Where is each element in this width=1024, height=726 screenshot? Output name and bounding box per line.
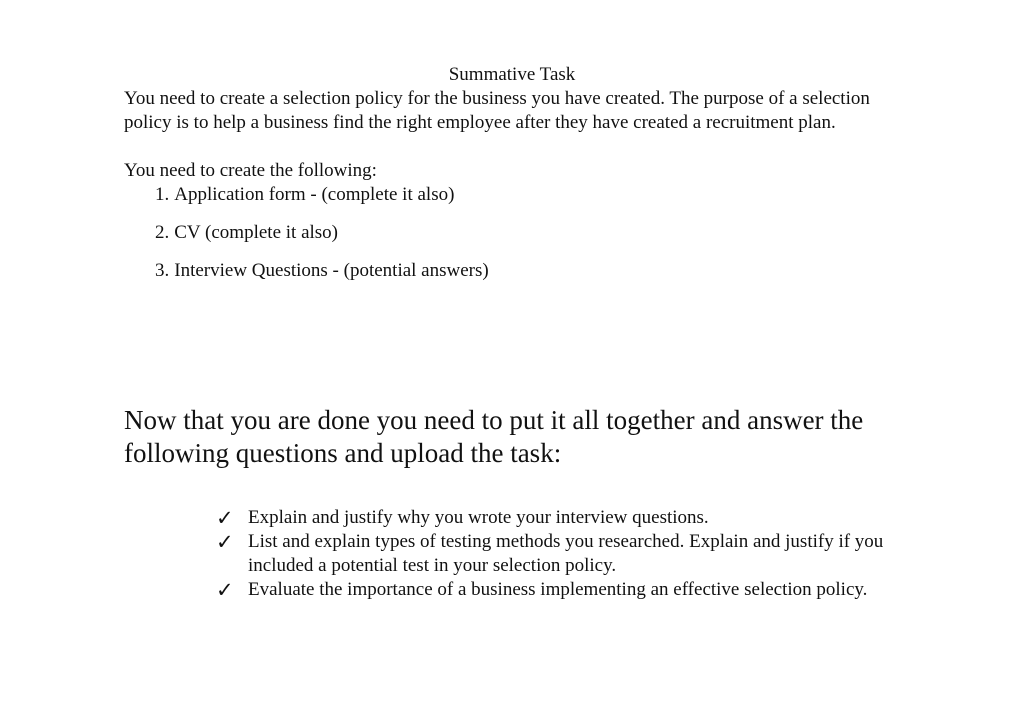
requirement-text: Interview Questions - (potential answers) xyxy=(174,260,489,281)
checkmark-icon: ✓ xyxy=(216,578,234,602)
requirements-intro: You need to create the following: xyxy=(124,160,377,181)
requirement-item xyxy=(155,259,489,283)
checkmark-icon: ✓ xyxy=(216,530,234,554)
requirement-item xyxy=(155,183,454,207)
checklist-item xyxy=(216,506,916,530)
checklist-text: List and explain types of testing methods you researched. Explain and justify if you included a potential test in your selection policy. xyxy=(248,531,884,576)
requirement-text: Application form - (complete it also) xyxy=(174,184,455,205)
question-checklist xyxy=(216,506,916,602)
document-title: Summative Task xyxy=(448,64,576,85)
requirement-item xyxy=(155,221,338,245)
checklist-item xyxy=(216,530,916,578)
requirement-number: 1. xyxy=(155,184,170,205)
requirement-number: 3. xyxy=(155,260,170,281)
intro-paragraph: You need to create a selection policy for the business you have created. The purpose of a selection policy is to help a business find the right employee after they have created a recruitment plan. xyxy=(124,88,870,133)
checklist-text: Evaluate the importance of a business implementing an effective selection policy. xyxy=(248,579,868,600)
requirement-number: 2. xyxy=(155,222,170,243)
instructions-heading: Now that you are done you need to put it all together and answer the following questions and upload the task: xyxy=(124,405,864,468)
checklist-text: Explain and justify why you wrote your interview questions. xyxy=(248,507,709,528)
checklist-item xyxy=(216,578,916,602)
requirement-text: CV (complete it also) xyxy=(174,222,339,243)
checkmark-icon: ✓ xyxy=(216,506,234,530)
